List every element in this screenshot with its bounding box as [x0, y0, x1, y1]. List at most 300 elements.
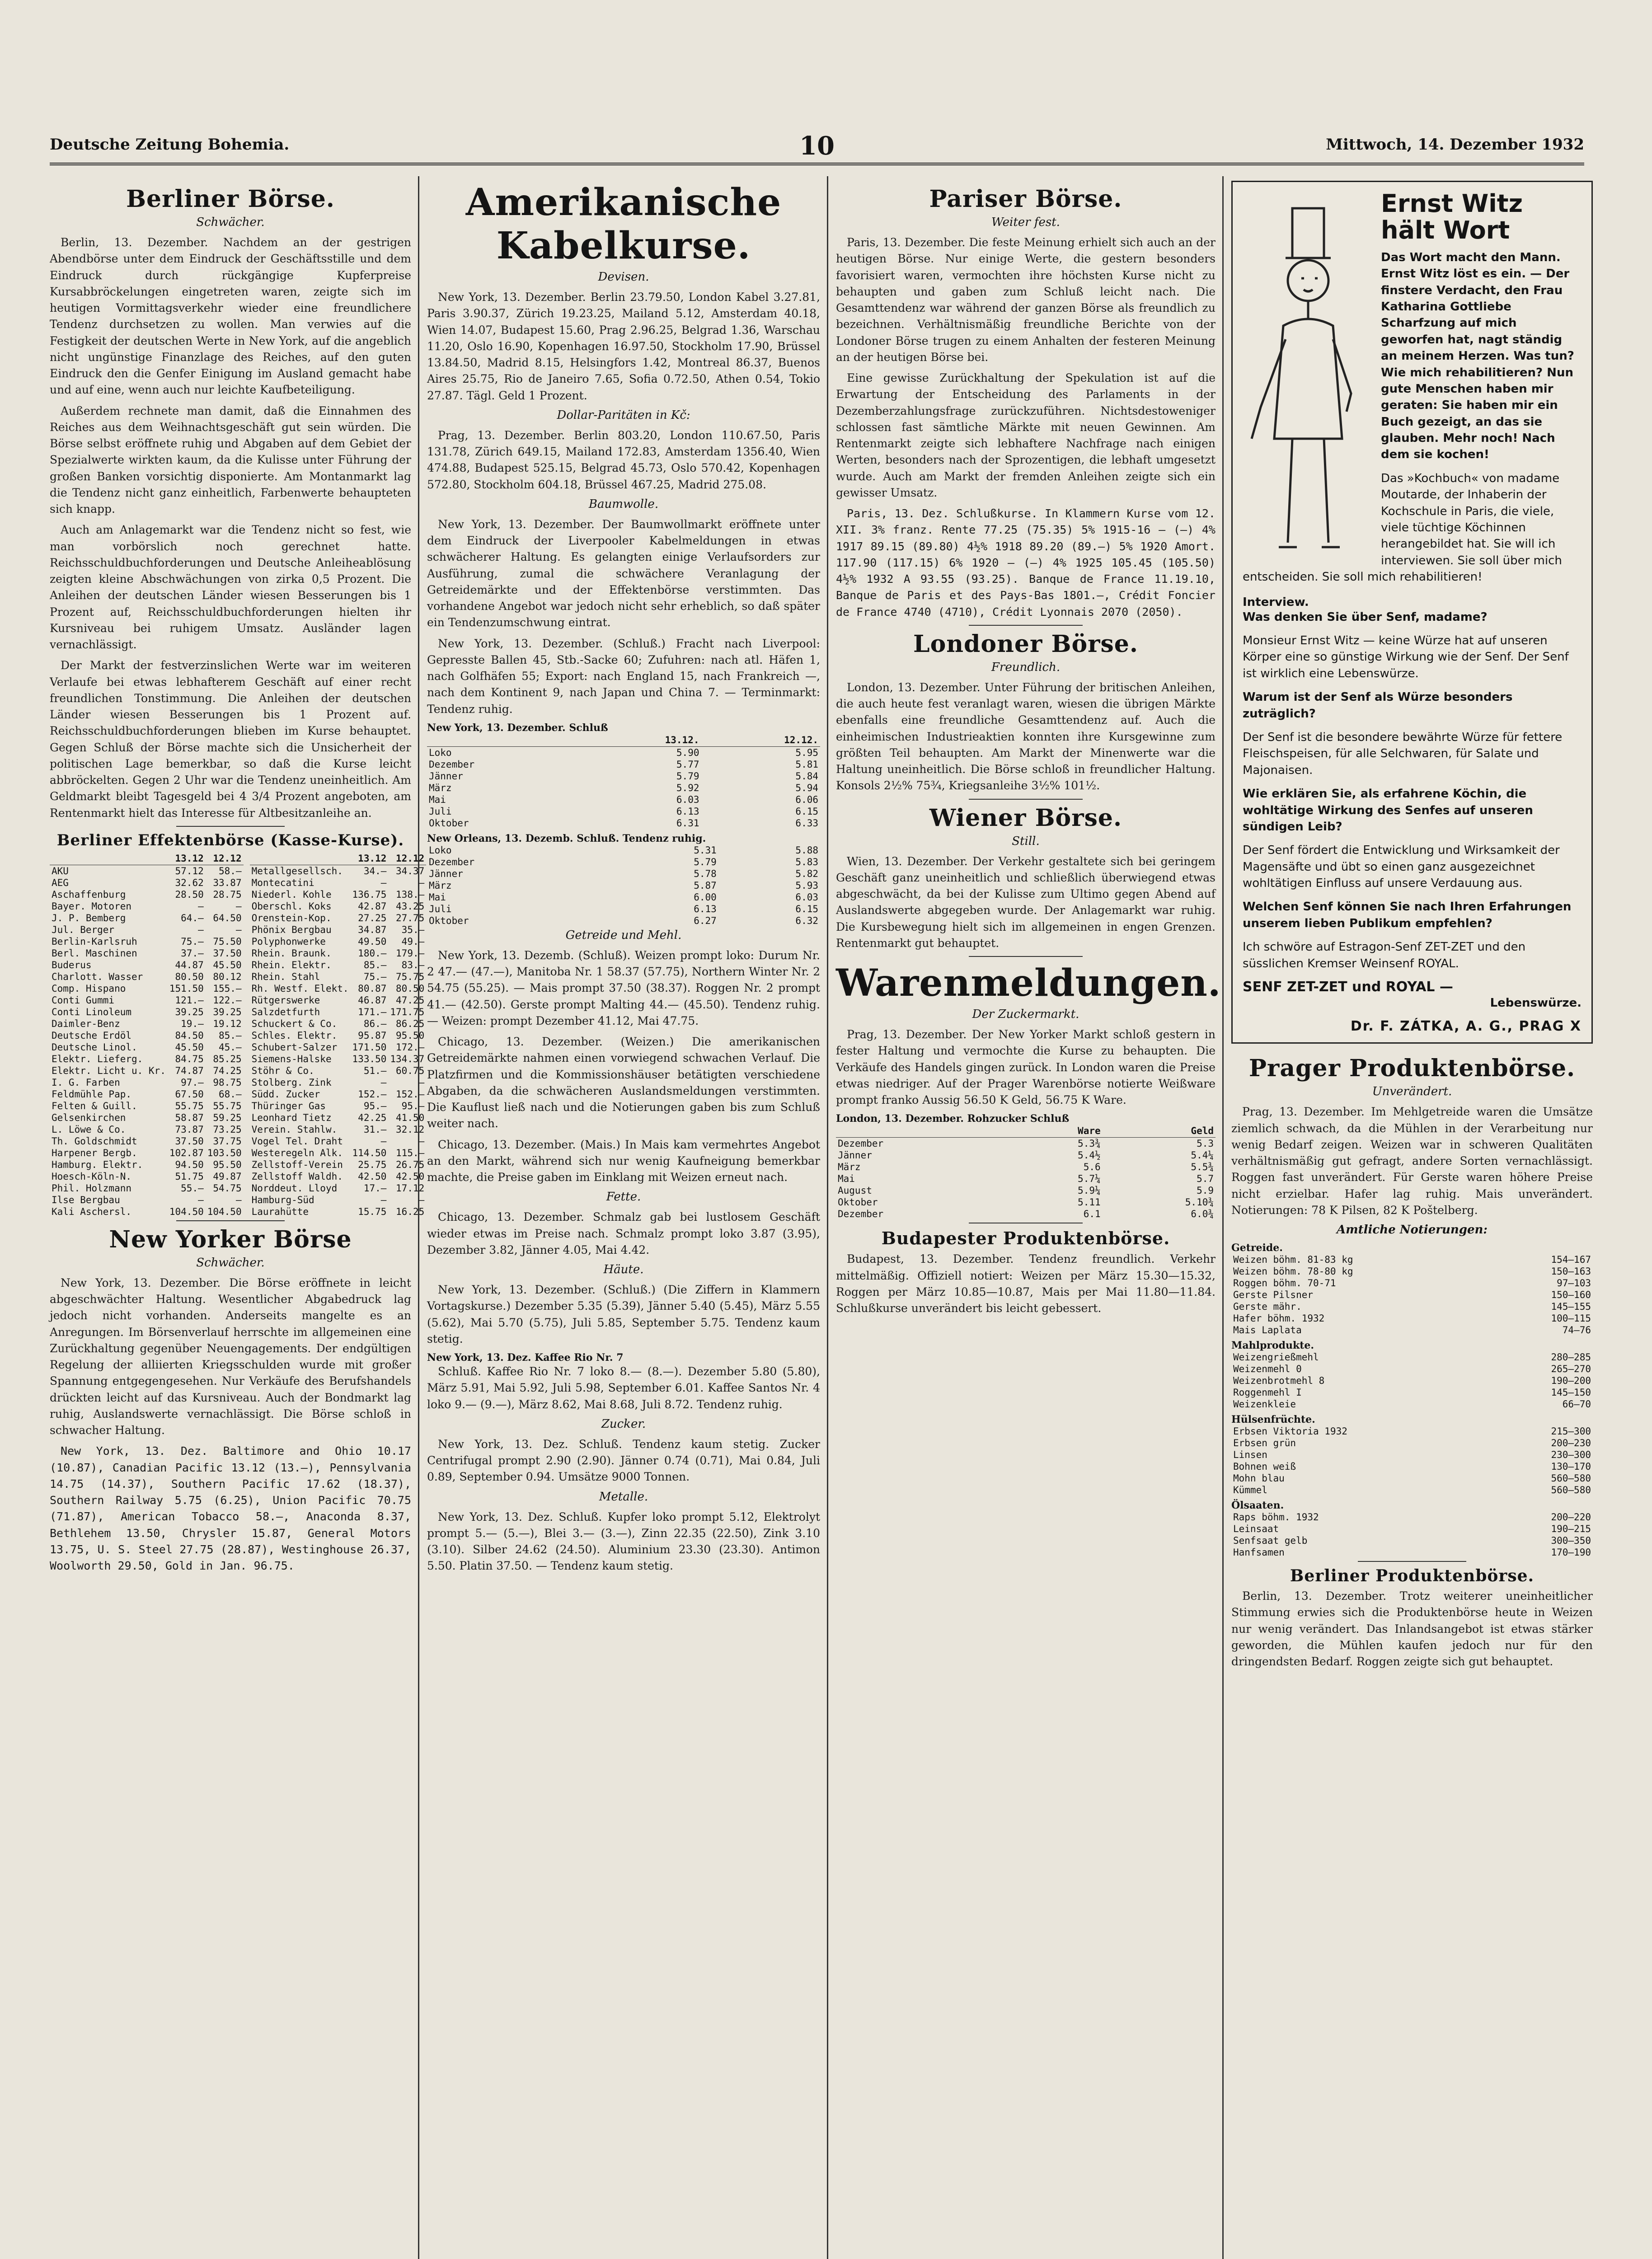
prag-cereal-table [1231, 1254, 1593, 1336]
quote-value: 60.75 [396, 1065, 425, 1076]
quote-value: 5.9 [1197, 1185, 1214, 1196]
quote-value: 150—163 [1551, 1266, 1591, 1277]
quote-value: 35.— [401, 924, 425, 935]
cable-paragraph: New York, 13. Dezemb. (Schluß). Weizen prompt loko: Durum Nr. 2 47.— (47.—), Manitoba Nr. 1 58.37 (57.75), Northern Winter Nr. 2 54.75 (55.25). — Mais prompt 37.50 (38.37). Roggen Nr. 2 prompt 41.— (42.50). Gerste prompt Malting 44.— (45.50). Tendenz ruhig. — Weizen: prompt Dezember 41.12, Mai 47.75. [427, 948, 820, 1027]
cable-paragraph: New York, 13. Dezember. (Schluß.) Fracht nach Liverpool: Gepresste Ballen 45, Stb.-Sacke 60; Zufuhren: nach atl. Häfen 1, nach Golfhäfen 55; Export: nach England 15, nach Frankreich —, nach dem Kontinent 9, nach Japan und China 7. — Terminmarkt: Tendenz ruhig. [427, 637, 820, 716]
quote-row [1231, 1351, 1593, 1363]
quote-value: 44.87 [175, 959, 204, 970]
quote-row [50, 1171, 244, 1182]
section-heading: Getreide und Mehl. [565, 928, 682, 942]
date-header: 13.12 [351, 852, 389, 865]
quote-value: 155.— [213, 983, 242, 994]
quote-value: 230—300 [1551, 1449, 1591, 1461]
quote-row [427, 817, 820, 829]
quote-value: 170—190 [1551, 1547, 1591, 1558]
quote-label: Jänner [429, 770, 463, 782]
quote-value: — [235, 1194, 242, 1205]
berlin-prod-paragraph: Berlin, 13. Dezember. Trotz weiterer uneinheitlicher Stimmung erwies sich die Produktenbörse heute in Weizen nur wenig verändert. Das Inlandsangebot ist etwas stärker geworden, die Mühlen kaufen jedoch nur für den dringendsten Bedarf. Roggen zeigte sich gut behauptet. [1231, 1589, 1593, 1668]
quote-value: — [380, 1194, 387, 1205]
quote-label: Dezember [838, 1209, 884, 1220]
quote-label: Hamburg-Süd [251, 1194, 314, 1205]
quote-row [1231, 1547, 1593, 1558]
quote-label: Oktober [429, 915, 469, 926]
quote-row [50, 1030, 244, 1041]
quote-label: Juli [429, 903, 452, 914]
column-rule [418, 176, 419, 2259]
quote-value: 75.75 [396, 971, 425, 982]
quote-label: Orenstein-Kop. [251, 912, 332, 923]
quote-label: Dezember [429, 856, 475, 867]
quote-label: Th. Goldschmidt [52, 1135, 137, 1147]
quote-row [1231, 1437, 1593, 1449]
quote-row [250, 1147, 427, 1159]
divider [176, 1220, 285, 1221]
quote-value: 180.— [358, 947, 387, 959]
quote-label: AKU [52, 865, 69, 876]
quote-row [1231, 1449, 1593, 1461]
quote-value: 560—580 [1551, 1485, 1591, 1496]
quote-label: Bohnen weiß [1233, 1461, 1296, 1472]
quote-value: 98.75 [213, 1077, 242, 1088]
quote-value: 86.— [363, 1018, 387, 1029]
quote-row [836, 1149, 1216, 1161]
quote-label: Mohn blau [1233, 1473, 1285, 1484]
quote-value: 5.94 [795, 782, 818, 793]
quote-row [250, 994, 427, 1006]
quote-value: 97—103 [1557, 1278, 1591, 1289]
quote-value: 66—70 [1562, 1399, 1591, 1410]
quote-value: 80.50 [175, 971, 204, 982]
quote-row [50, 900, 244, 912]
quote-value: 51.75 [175, 1171, 204, 1182]
quote-row [1231, 1511, 1593, 1523]
quote-label: Hafer böhm. 1932 [1233, 1313, 1325, 1324]
quote-value: 75.— [363, 971, 387, 982]
quote-label: Juli [429, 806, 452, 817]
quote-label: Stolberg. Zink [251, 1077, 332, 1088]
quote-row [836, 1208, 1216, 1220]
ad-interview-label: Interview. [1243, 595, 1309, 609]
quote-value: 74—76 [1562, 1325, 1591, 1336]
quote-value: 85.— [219, 1030, 242, 1041]
berlin-paragraph: Auch am Anlagemarkt war die Tendenz nicht so fest, wie man vorbörslich noch gerechnet hatte. Reichsschuldbuchforderungen und Deutsche Anleiheablösung zeigten kleine Abschwächungen von zirka 0,5 Prozent. Die Anleihen der deutschen Länder wiesen Besserungen bis 1 Prozent auf, Reichsschuldbuchforderungen hielten ihr Kursniveau bei ruhigem Umsatz. Ausländer lagen vernachlässigt. [50, 523, 411, 651]
quote-row [250, 959, 427, 971]
london-sugar-table [836, 1125, 1216, 1220]
nyboerse-title: New Yorker Börse [109, 1225, 352, 1253]
quote-label: Buderus [52, 959, 92, 970]
quote-label: Südd. Zucker [251, 1088, 320, 1100]
section-heading: Fette. [606, 1190, 641, 1204]
quote-row [1231, 1265, 1593, 1277]
col-header: Geld [1103, 1125, 1216, 1138]
quote-row [1231, 1363, 1593, 1375]
divider [969, 799, 1083, 800]
quote-row [250, 865, 427, 877]
quote-label: Weizengrießmehl [1233, 1352, 1319, 1363]
quote-row [1231, 1301, 1593, 1312]
quote-row [250, 1053, 427, 1065]
quote-value: 45.50 [175, 1041, 204, 1053]
quote-label: Hamburg. Elektr. [52, 1159, 143, 1170]
issue-date: Mittwoch, 14. Dezember 1932 [1326, 136, 1584, 154]
quote-value: 6.13 [694, 903, 717, 914]
quote-value: — [380, 1077, 387, 1088]
quote-value: — [418, 1077, 425, 1088]
quote-row [50, 936, 244, 947]
section-heading: Baumwolle. [588, 497, 659, 511]
quote-row [836, 1196, 1216, 1208]
quote-label: Oktober [429, 817, 469, 829]
quote-value: 95.— [363, 1100, 387, 1111]
masthead [50, 131, 1584, 165]
cable-paragraph: Chicago, 13. Dezember. (Weizen.) Die amerikanischen Getreidemärkte nahmen einen vorwiegend schwachen Verlauf. Die Platzfirmen und die Kommissionshäuser betätigten verschiedene Abgaben, da die schwächeren Auslandsmeldungen verstimmten. Die Kauflust ließ nach und die Notierungen gaben bis zum Schluß weiter nach. [427, 1035, 820, 1130]
quote-row [427, 794, 820, 806]
quote-label: Leinsaat [1233, 1523, 1279, 1535]
quote-label: Conti Gummi [52, 994, 115, 1006]
section-heading: Devisen. [598, 270, 649, 284]
quote-value: 45.50 [213, 959, 242, 970]
quote-value: 34.— [363, 865, 387, 876]
nyboerse-paragraph: New York, 13. Dezember. Die Börse eröffnete in leicht abgeschwächter Haltung. Wesentlicher Abgabedruck lag jedoch nicht vorhanden. Anderseits mangelte es an Anregungen. Im Börsenverlauf herrschte im allgemeinen eine Zurückhaltung gegenüber Neuengagements. Der endgültigen Regelung der alliierten Kriegsschulden wurde mit großer Spannung entgegengesehen. Nur Verkäufe des Berufshandels drückten leicht auf das Kursniveau. Auch der Bondmarkt lag ruhig, Auslandswerte vernachlässigt. Die Börse schloß in schwacher Haltung. [50, 1276, 411, 1437]
quote-value: 190—215 [1551, 1523, 1591, 1535]
quote-label: Gelsenkirchen [52, 1112, 126, 1123]
quote-value: — [198, 924, 204, 935]
ad-answer: Monsieur Ernst Witz — keine Würze hat auf unseren Körper eine so günstige Wirkung wie der Senf. Der Senf ist wirklich eine Lebenswürze. [1243, 633, 1569, 680]
quote-label: J. P. Bemberg [52, 912, 126, 923]
quote-label: Roggenmehl I [1233, 1387, 1302, 1398]
quote-row [1231, 1535, 1593, 1547]
mustard-advertisement [1231, 181, 1593, 1044]
quote-label: Schuckert & Co. [251, 1018, 338, 1029]
quote-row [1231, 1484, 1593, 1496]
quote-label: Vogel Tel. Draht [251, 1135, 343, 1147]
quote-label: Thüringer Gas [251, 1100, 326, 1111]
quote-value: 84.50 [175, 1030, 204, 1041]
ad-question: Wie erklären Sie, als erfahrene Köchin, die wohltätige Wirkung des Senfes auf unseren sündigen Leib? [1243, 787, 1533, 834]
quote-row [427, 903, 820, 915]
quote-row [250, 889, 427, 900]
quote-label: Loko [429, 844, 452, 856]
paper-name: Deutsche Zeitung Bohemia. [50, 136, 290, 154]
quote-label: Montecatini [251, 877, 314, 888]
nyboerse-subtitle: Schwächer. [196, 1256, 265, 1270]
ad-text: Das »Kochbuch« von madame Moutarde, der Inhaberin der Kochschule in Paris, die viele, viele tüchtige Köchinnen herangebildet hat. Sie will ich interviewen. Sie soll über mich entscheiden. Sie soll mich rehabilitieren! [1243, 471, 1562, 584]
quote-value: 171.75 [390, 1006, 425, 1017]
quote-value: 75.— [181, 936, 204, 947]
quote-value: 215—300 [1551, 1426, 1591, 1437]
column-berlin [50, 181, 425, 2259]
table-title: New Orleans, 13. Dezemb. Schluß. Tendenz ruhig. [427, 832, 706, 844]
quote-value: 84.75 [175, 1053, 204, 1064]
quote-value: — [418, 877, 425, 888]
quote-value: 73.87 [175, 1124, 204, 1135]
cable-paragraph: New York, 13. Dezember. Der Baumwollmarkt eröffnete unter dem Eindruck der Liverpooler Kabelmeldungen in etwas schwächerer Haltung. Es gelangten einige Verlaufsorders zur Ausführung, zumal die schwächere Veranlagung der Getreidemärkte und der Effektenbörse verstimmten. Das vorhandene Angebot war jedoch nicht sehr erheblich, so daß später ein Tendenzumschwung eintrat. [427, 517, 820, 629]
wien-title: Wiener Börse. [929, 804, 1122, 832]
quote-label: Hoesch-Köln-N. [52, 1171, 132, 1182]
effekten-table-right [250, 852, 427, 1218]
quote-value: 97.— [181, 1077, 204, 1088]
quote-label: Weizenkleie [1233, 1399, 1296, 1410]
quote-value: 5.81 [795, 759, 818, 770]
quote-value: 42.25 [358, 1112, 387, 1123]
quote-label: Felten & Guill. [52, 1100, 137, 1111]
quote-row [50, 1077, 244, 1088]
quote-label: Ilse Bergbau [52, 1194, 120, 1205]
quote-row [836, 1161, 1216, 1173]
quote-value: 100—115 [1551, 1313, 1591, 1324]
quote-label: Elektr. Licht u. Kr. [52, 1065, 166, 1076]
quote-value: 5.5¾ [1191, 1162, 1214, 1173]
divider [176, 826, 285, 827]
quote-row [1231, 1324, 1593, 1336]
quote-row [250, 983, 427, 994]
ad-answer: Der Senf ist die besondere bewährte Würze für fettere Fleischspeisen, für alle Selchwaren, für Salate und Majonaisen. [1243, 730, 1563, 777]
quote-value: 95.87 [358, 1030, 387, 1041]
section-heading: Dollar-Paritäten in Kč: [557, 408, 690, 422]
quote-value: 26.75 [396, 1159, 425, 1170]
quote-value: 5.7 [1197, 1173, 1214, 1185]
quote-value: — [380, 1135, 387, 1147]
divider [969, 956, 1083, 957]
quote-value: 37.— [181, 947, 204, 959]
section-heading: Getreide. [1231, 1242, 1283, 1254]
quote-row [250, 1041, 427, 1053]
cable-paragraph: New York, 13. Dez. Schluß. Tendenz kaum stetig. Zucker Centrifugal prompt 2.90 (2.90). Jänner 0.74 (0.71), Mai 0.84, Juli 0.89, September 0.94. Umsätze 9000 Tonnen. [427, 1437, 820, 1484]
quote-row [250, 1018, 427, 1030]
section-heading: Amtliche Notierungen: [1336, 1223, 1488, 1237]
effekten-table-left [50, 852, 244, 1218]
ad-question: Was denken Sie über Senf, madame? [1243, 610, 1488, 624]
ad-signature: Dr. F. ZÁTKA, A. G., PRAG X [1350, 1018, 1582, 1035]
quote-value: 151.50 [169, 983, 204, 994]
quote-label: Berlin-Karlsruh [52, 936, 137, 947]
cable-title: Amerikanische Kabelkurse. [465, 181, 782, 267]
quote-value: 28.75 [213, 889, 242, 900]
quote-label: L. Löwe & Co. [52, 1124, 126, 1135]
quote-label: Oberschl. Koks [251, 900, 332, 912]
section-heading: Mahlprodukte. [1231, 1340, 1314, 1352]
chef-figure-illustration [1243, 190, 1374, 561]
quote-value: 102.87 [169, 1147, 204, 1158]
quote-value: 16.25 [396, 1206, 425, 1217]
quote-label: Polyphonwerke [251, 936, 326, 947]
quote-value: 5.10¾ [1185, 1197, 1214, 1208]
quote-value: 75.50 [213, 936, 242, 947]
quote-row [836, 1138, 1216, 1150]
prag-title: Prager Produktenbörse. [1248, 1055, 1576, 1083]
quote-value: 49.87 [213, 1171, 242, 1182]
quote-label: Roggen böhm. 70-71 [1233, 1278, 1336, 1289]
london-title: Londoner Börse. [913, 630, 1138, 658]
quote-row [50, 1100, 244, 1112]
quote-value: 6.15 [795, 806, 818, 817]
quote-value: 41.50 [396, 1112, 425, 1123]
quote-value: 15.75 [358, 1206, 387, 1217]
quote-label: Phil. Holzmann [52, 1182, 132, 1194]
cable-paragraph: New York, 13. Dezember. (Schluß.) (Die Ziffern in Klammern Vortagskurse.) Dezember 5.35 (5.39), Jänner 5.40 (5.45), März 5.55 (5.62), Mai 5.70 (5.75), Juli 5.85, September 5.75. Tendenz kaum stetig. [427, 1283, 820, 1345]
quote-value: 172.— [396, 1041, 425, 1053]
quote-row [1231, 1523, 1593, 1535]
quote-row [50, 971, 244, 983]
quote-label: Kali Aschersl. [52, 1206, 132, 1217]
quote-value: 5.11 [1078, 1197, 1101, 1208]
cable-paragraph: Prag, 13. Dezember. Berlin 803.20, London 110.67.50, Paris 131.78, Zürich 649.15, Mailand 172.83, Amsterdam 1356.40, Wien 474.88, Budapest 525.15, Belgrad 45.73, Oslo 570.42, Kopenhagen 572.80, Stockholm 604.18, Brüssel 467.25, Madrid 275.08. [427, 428, 820, 491]
quote-value: 560—580 [1551, 1473, 1591, 1484]
quote-row [50, 959, 244, 971]
quote-row [50, 1112, 244, 1124]
quote-label: Westeregeln Alk. [251, 1147, 343, 1158]
quote-label: Norddeut. Lloyd [251, 1182, 338, 1194]
quote-row [50, 912, 244, 924]
quote-value: 43.25 [396, 900, 425, 912]
quote-label: März [429, 880, 452, 891]
quote-label: Rhein. Elektr. [251, 959, 332, 970]
divider [1358, 1561, 1466, 1562]
quote-row [250, 1100, 427, 1112]
quote-value: 136.75 [352, 889, 387, 900]
quote-value: 80.12 [213, 971, 242, 982]
quote-label: Phönix Bergbau [251, 924, 332, 935]
quote-label: Rh. Westf. Elekt. [251, 983, 349, 994]
cotton-ny-table [427, 734, 820, 829]
budapest-paragraph: Budapest, 13. Dezember. Tendenz freundlich. Verkehr mittelmäßig. Offiziell notiert: Weizen per März 15.30—15.32, Roggen per März 10.85—10.87, Mais per Mai 11.80—11.84. Schlußkurse unverändert bis leicht gebessert. [836, 1252, 1216, 1315]
quote-row [50, 1194, 244, 1206]
quote-value: 6.27 [694, 915, 717, 926]
quote-label: Kümmel [1233, 1485, 1267, 1496]
quote-value: 64.— [181, 912, 204, 923]
quote-label: Gerste mähr. [1233, 1301, 1302, 1312]
quote-row [1231, 1312, 1593, 1324]
wien-subtitle: Still. [1012, 834, 1040, 848]
quote-row [1231, 1289, 1593, 1301]
column-paris [836, 181, 1221, 2259]
quote-row [50, 947, 244, 959]
budapest-title: Budapester Produktenbörse. [881, 1228, 1170, 1249]
prag-paragraph: Prag, 13. Dezember. Im Mehlgetreide waren die Umsätze ziemlich schwach, da die Mühlen in der Verarbeitung nur wenig Bedarf zeigen. Weizen war in schweren Qualitäten verhältnismäßig gut gefragt, andere Sorten vernachlässigt. Roggen fast unverändert. Für Gerste waren höhere Preise nicht erzielbar. Hafer lag ruhig. Mais unverändert. Notierungen: 78 K Pilsen, 82 K Poštelberg. [1231, 1105, 1593, 1217]
col-header: 12.12. [701, 734, 820, 747]
quote-row [50, 1053, 244, 1065]
quote-label: Weizen böhm. 78-80 kg [1233, 1266, 1353, 1277]
quote-label: Jul. Berger [52, 924, 115, 935]
quote-value: 83.— [401, 959, 425, 970]
quote-value: 49.— [401, 936, 425, 947]
ad-brand-tagline: Lebenswürze. [1490, 996, 1582, 1010]
quote-value: 104.50 [169, 1206, 204, 1217]
quote-value: 39.25 [213, 1006, 242, 1017]
quote-value: 6.0¾ [1191, 1209, 1214, 1220]
quote-value: 171.50 [352, 1041, 387, 1053]
quote-label: Senfsaat gelb [1233, 1535, 1308, 1547]
quote-label: Rhein. Stahl [251, 971, 320, 982]
quote-row [50, 1182, 244, 1194]
quote-value: 51.— [363, 1065, 387, 1076]
quote-value: 32.62 [175, 877, 204, 888]
quote-label: Schles. Elektr. [251, 1030, 338, 1041]
quote-label: Siemens-Halske [251, 1053, 332, 1064]
quote-row [1231, 1398, 1593, 1410]
quote-label: Stöhr & Co. [251, 1065, 314, 1076]
quote-value: 19.— [181, 1018, 204, 1029]
wien-paragraph: Wien, 13. Dezember. Der Verkehr gestaltete sich bei geringem Geschäft ganz uneinheitlich und schließlich überwiegend etwas abgeschwächt, da bei der Kulisse zum Ultimo gegen Abend auf Auslandswerte abgegeben wurde. Der Anlagemarkt war ruhig. Die Kursbewegung hielt sich im allgemeinen in engen Grenzen. Rentenmarkt gut behauptet. [836, 854, 1216, 950]
quote-label: Rütgerswerke [251, 994, 320, 1006]
quote-value: 121.— [175, 994, 204, 1006]
quote-value: 54.75 [213, 1182, 242, 1194]
quote-row [1231, 1254, 1593, 1265]
quote-row [1231, 1387, 1593, 1398]
cable-paragraph: Chicago, 13. Dezember. Schmalz gab bei lustlosem Geschäft wieder etwas im Preise nach. Schmalz prompt loko 3.87 (3.95), Dezember 3.82, Jänner 4.05, Mai 4.42. [427, 1210, 820, 1256]
paris-paragraph: Eine gewisse Zurückhaltung der Spekulation ist auf die Erwartung der Entscheidung des Parlaments in der Dezemberzahlungsfrage zurückzuführen. Nichtsdestoweniger schlossen fast sämtliche Märkte mit neuen Gewinnen. Am Rentenmarkt zeigte sich lebhaftere Nachfrage nach einigen Werten, besonders nach der Sprozentigen, die lebhaft umgesetzt wurde. Auch am Markt der fremden Anleihen zeigte sich ein gewisser Umsatz. [836, 371, 1216, 499]
quote-value: 5.3¾ [1078, 1138, 1101, 1149]
berlin-paragraph: Berlin, 13. Dezember. Nachdem an der gestrigen Abendbörse unter dem Eindruck der Geschäftsstille und dem Eindruck durch rückgängige Kupferpreise Kursabbröckelungen eingetreten waren, zeigte sich im heutigen Vormittagsverkehr wieder eine freundlichere Tendenz durchsetzen zu wollen. Man verwies auf die Festigkeit der deutschen Werte in New York, auf die angeblich nicht ungünstige Finanzlage des Reiches, auf den guten Eindruck den die Genfer Einigung im Ausland gemacht habe und auf eine, wenn auch nur leichte Kaufbeteiligung. [50, 236, 411, 397]
quote-row [836, 1185, 1216, 1196]
quote-label: Comp. Hispano [52, 983, 126, 994]
quote-row [250, 1112, 427, 1124]
quote-label: Elektr. Lieferg. [52, 1053, 143, 1064]
divider [969, 625, 1083, 626]
quote-row [427, 880, 820, 891]
ad-text: Das Wort macht den Mann. Ernst Witz löst es ein. — Der finstere Verdacht, den Frau Katharina Gottliebe Scharfzung auf mich geworfen hat, nagt ständig an meinem Herzen. Was tun? Wie mich rehabilitieren? Nun gute Menschen haben mir geraten: Sie haben mir ein Buch gezeigt, an das sie glauben. Mehr noch! Nach dem sie kochen! [1381, 250, 1574, 462]
ad-question: Warum ist der Senf als Würze besonders zuträglich? [1243, 690, 1513, 721]
quote-value: 27.25 [358, 912, 387, 923]
quote-value: 115.— [396, 1147, 425, 1158]
quote-value: 64.50 [213, 912, 242, 923]
quote-row [50, 1135, 244, 1147]
berlin-paragraph: Außerdem rechnete man damit, daß die Einnahmen des Reiches aus dem Weihnachtsgeschäft gut sein würden. Die Börse selbst eröffnete ruhig und Abgaben auf dem Gebiet der Spezialwerte wirkten kaum, da die Kulisse unter Führung der großen Banken vorsichtig disponierte. Am Montanmarkt lag die Tendenz nicht ganz einheitlich, Farbenwerte behaupteten sich knapp. [50, 404, 411, 516]
quote-row [250, 1159, 427, 1171]
quote-value: 200—220 [1551, 1512, 1591, 1523]
quote-value: 28.50 [175, 889, 204, 900]
quote-label: Gerste Pilsner [1233, 1289, 1314, 1301]
zucker-paragraph: Prag, 13. Dezember. Der New Yorker Markt schloß gestern in fester Haltung und vermochte die Kurse zu behaupten. Die Verkäufe des Handels gingen zurück. In London waren die Preise etwas niedriger. Auf der Prager Warenbörse notierte Weißware prompt franko Aussig 56.50 K Geld, 56.75 K Ware. [836, 1028, 1216, 1106]
quote-value: 74.87 [175, 1065, 204, 1076]
quote-label: Bayer. Motoren [52, 900, 132, 912]
quote-value: 74.25 [213, 1065, 242, 1076]
quote-label: Raps böhm. 1932 [1233, 1512, 1319, 1523]
quote-value: 42.50 [358, 1171, 387, 1182]
quote-value: 5.93 [795, 880, 818, 891]
quote-value: 104.50 [207, 1206, 242, 1217]
quote-value: 5.82 [795, 868, 818, 879]
quote-value: 55.75 [213, 1100, 242, 1111]
quote-value: 150—160 [1551, 1289, 1591, 1301]
quote-value: 58.— [219, 865, 242, 876]
quote-label: Weizenbrotmehl 8 [1233, 1375, 1325, 1387]
quote-row [250, 1124, 427, 1135]
quote-label: Feldmühle Pap. [52, 1088, 132, 1100]
quote-row [50, 889, 244, 900]
quote-value: 6.06 [795, 794, 818, 805]
quote-row [50, 1041, 244, 1053]
quote-label: AEG [52, 877, 69, 888]
quote-value: 32.12 [396, 1124, 425, 1135]
quote-label: März [429, 782, 452, 793]
quote-label: März [838, 1162, 861, 1173]
column-cable [427, 181, 820, 2259]
quote-row [50, 1124, 244, 1135]
quote-value: 5.88 [795, 844, 818, 856]
quote-value: — [380, 877, 387, 888]
quote-value: — [235, 924, 242, 935]
quote-value: 5.7¼ [1078, 1173, 1101, 1185]
quote-label: Jänner [838, 1150, 872, 1161]
quote-value: 5.9¼ [1078, 1185, 1101, 1196]
quote-value: 67.50 [175, 1088, 204, 1100]
quote-label: Verein. Stahlw. [251, 1124, 338, 1135]
quote-value: 5.4¼ [1191, 1150, 1214, 1161]
quote-label: Erbsen Viktoria 1932 [1233, 1426, 1347, 1437]
quote-value: 39.25 [175, 1006, 204, 1017]
quote-row [427, 915, 820, 927]
